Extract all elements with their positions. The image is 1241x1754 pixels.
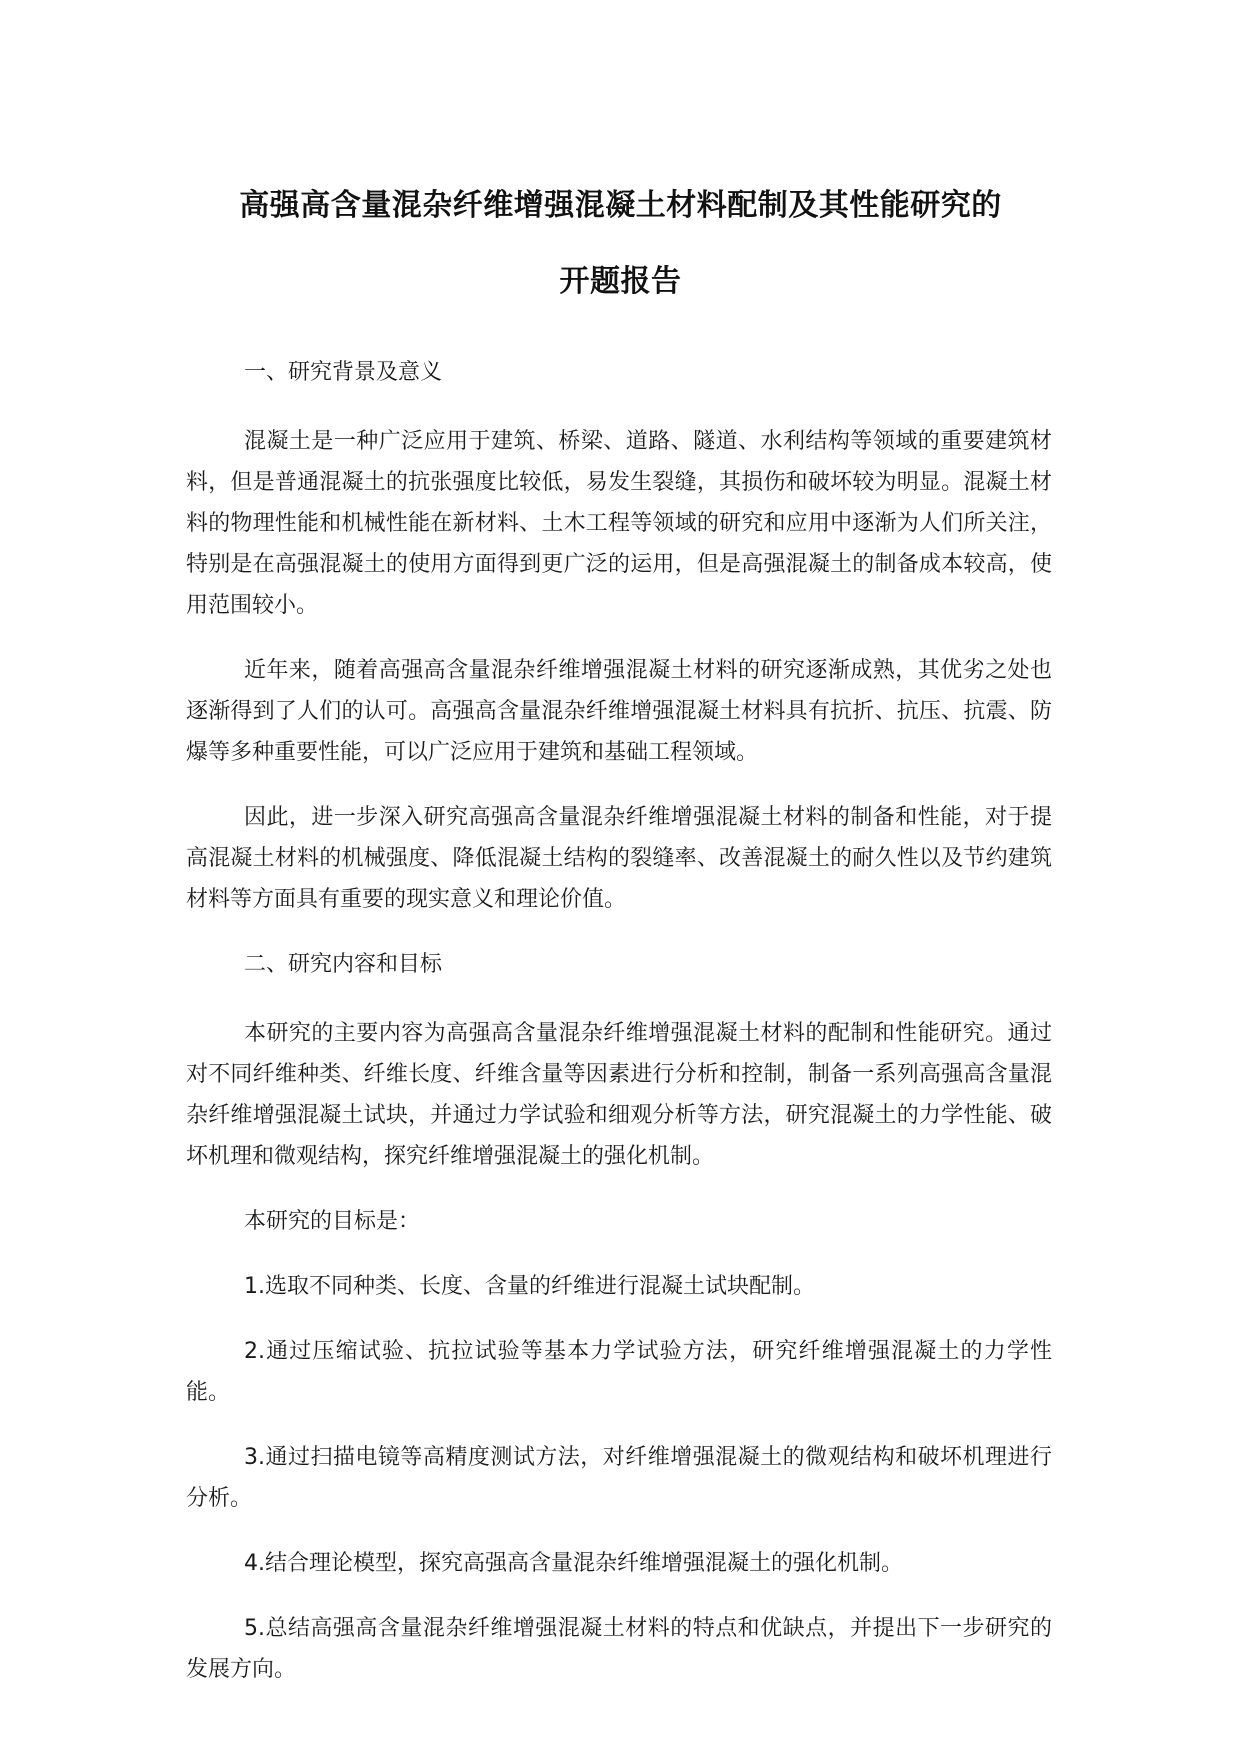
paragraph-goals-intro: 本研究的目标是： [244, 1209, 421, 1234]
paragraph-therefore: 因此，进一步深入研究高强高含量混杂纤维增强混凝土材料的制备和性能，对于提高混凝土材料的机械强度、降低混凝土结构的裂缝率、改善混凝土的耐久性以及节约建筑材料等方面具有重要的现实意义和理论价值。 [186, 805, 1052, 912]
goal-item-1: 1.选取不同种类、长度、含量的纤维进行混凝土试块配制。 [244, 1274, 815, 1299]
paragraph-main-content: 本研究的主要内容为高强高含量混杂纤维增强混凝土材料的配制和性能研究。通过对不同纤维种类、纤维长度、纤维含量等因素进行分析和控制，制备一系列高强高含量混杂纤维增强混凝土试块，并通过力学试验和细观分析等方法，研究混凝土的力学性能、破坏机理和微观结构，探究纤维增强混凝土的强化机制。 [186, 1021, 1052, 1169]
goal-item-5: 5.总结高强高含量混杂纤维增强混凝土材料的特点和优缺点，并提出下一步研究的发展方向。 [186, 1616, 1052, 1682]
document-title-line-1: 高强高含量混杂纤维增强混凝土材料配制及其性能研究的 [239, 188, 1002, 223]
document-body [186, 352, 1052, 1714]
goal-item-3: 3.通过扫描电镜等高精度测试方法，对纤维增强混凝土的微观结构和破坏机理进行分析。 [186, 1445, 1052, 1511]
document-title-line-2: 开题报告 [559, 264, 682, 299]
goal-item-4: 4.结合理论模型，探究高强高含量混杂纤维增强混凝土的强化机制。 [244, 1551, 903, 1576]
paragraph-concrete-intro: 混凝土是一种广泛应用于建筑、桥梁、道路、隧道、水利结构等领域的重要建筑材料，但是普通混凝土的抗张强度比较低，易发生裂缝，其损伤和破坏较为明显。混凝土材料的物理性能和机械性能在新材料、土木工程等领域的研究和应用中逐渐为人们所关注，特别是在高强混凝土的使用方面得到更广泛的运用，但是高强混凝土的制备成本较高，使用范围较小。 [186, 429, 1052, 618]
section-heading-background: 一、研究背景及意义 [244, 360, 443, 385]
paragraph-recent-years: 近年来，随着高强高含量混杂纤维增强混凝土材料的研究逐渐成熟，其优劣之处也逐渐得到了人们的认可。高强高含量混杂纤维增强混凝土材料具有抗折、抗压、抗震、防爆等多种重要性能，可以广泛应用于建筑和基础工程领域。 [186, 658, 1052, 765]
section-heading-content-goals: 二、研究内容和目标 [244, 952, 443, 977]
goal-item-2: 2.通过压缩试验、抗拉试验等基本力学试验方法，研究纤维增强混凝土的力学性能。 [186, 1339, 1052, 1405]
